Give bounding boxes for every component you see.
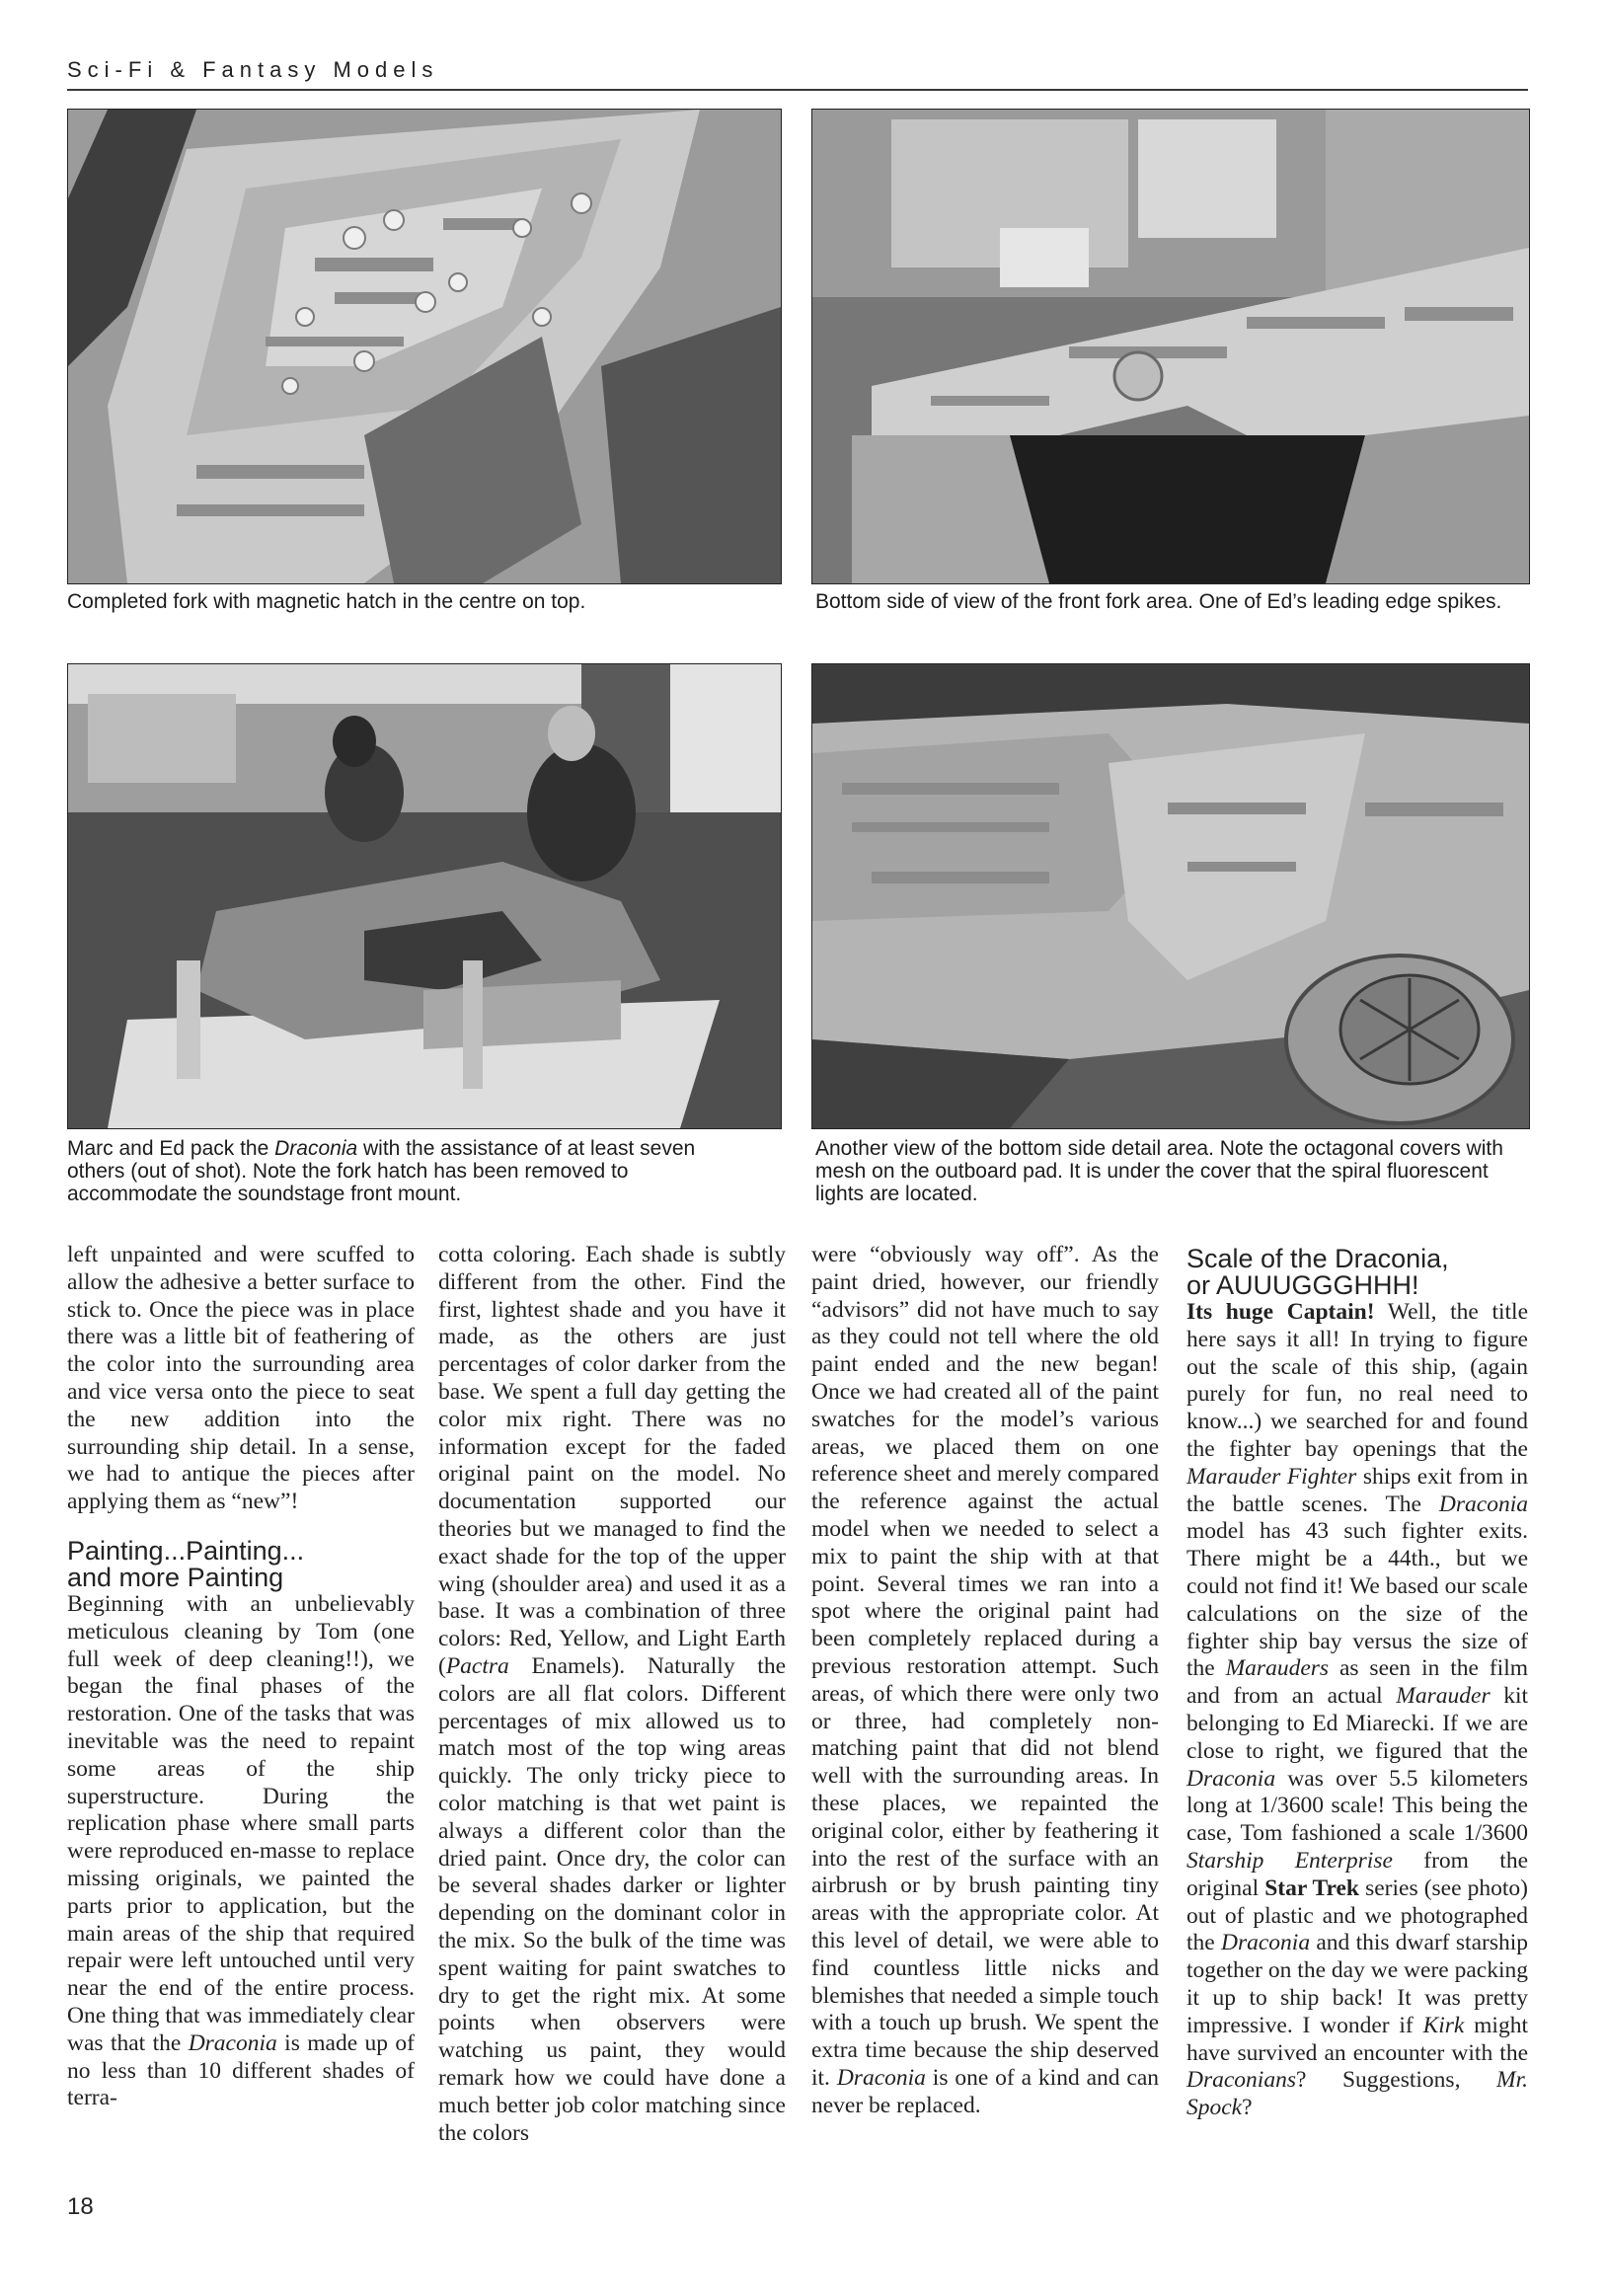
photo-bottom-detail-area bbox=[811, 663, 1530, 1129]
photo-completed-fork bbox=[67, 109, 782, 584]
caption-bottom-detail-area: Another view of the bottom side detail area. Note the octagonal covers with mesh on the outboard pad. It is under the cover that the spiral fluorescent lights are located. bbox=[815, 1137, 1503, 1205]
header-rule bbox=[67, 89, 1528, 91]
paragraph-advisors: were “obviously way off”. As the paint dried, however, our friendly “advisors” did not have much to say as they could not tell where the old paint ended and the new began! Once we had created all of the paint swatches for the model’s various areas, we placed them on one reference sheet and merely compared the reference against the actual model when we needed to select a mix to paint the ship with at that point. Several times we ran into a spot where the original paint had been completely replaced during a previous restoration attempt. Such areas, of which there were only two or three, had completely non-matching paint that did not blend well with the surrounding areas. In these places, we repainted the original color, either by feathering it into the rest of the surface with an airbrush or by brush painting tiny areas with the appropriate color. At this level of detail, we were able to find countless little nicks and blemishes that needed a simple touch with a touch up brush. We spent the extra time because the ship deserved it. Draconia is one of a kind and can never be replaced. bbox=[811, 1242, 1160, 2118]
caption-packing-draconia: Marc and Ed pack the Draconia with the assistance of at least seven others (out of shot). Note the fork hatch has been removed to accommodate the soundstage front mount. bbox=[67, 1137, 696, 1205]
photo-bottom-front-fork bbox=[811, 109, 1530, 584]
article-column-1 bbox=[67, 1242, 415, 2112]
article-column-2 bbox=[438, 1242, 786, 2147]
paragraph-scale: Its huge Captain! Well, the title here says it all! In trying to figure out the scale of this ship, (again purely for fun, no real need to know...) we searched for and found the fighter bay openings that the Marauder Fighter ships exit from in the battle scenes. The Draconia model has 43 such fighter exits. There might be a 44th., but we could not find it! We based our scale calculations on the size of the fighter ship bay versus the size of the Marauders as seen in the film and from an actual Marauder kit belonging to Ed Miarecki. If we are close to right, we figured that the Draconia was over 5.5 kilometers long at 1/3600 scale! This being the case, Tom fashioned a scale 1/3600 Starship Enterprise from the original Star Trek series (see photo) out of plastic and we photographed the Draconia and this dwarf starship together on the day we were packing it up to ship back! It was pretty impressive. I wonder if Kirk might have survived an encounter with the Draconians? Suggestions, Mr. Spock? bbox=[1186, 1299, 1529, 2121]
paragraph-painting: Beginning with an unbelievably meticulous cleaning by Tom (one full week of deep cleaning!!), we began the final phases of the restoration. One of the tasks that was inevitable was the need to repaint some areas of the ship superstructure. During the replication phase where small parts were reproduced en-masse to replace missing originals, we painted the parts prior to application, but the main areas of the ship that required repair were left untouched until very near the end of the entire process. One thing that was immediately clear was that the Draconia is made up of no less than 10 different shades of terra- bbox=[67, 1590, 415, 2111]
paragraph-color-mix: cotta coloring. Each shade is subtly different from the other. Find the first, lightest shade and you have it made, as the others are just percentages of color darker from the base. We spent a full day getting the color mix right. There was no information except for the faded original paint on the model. No documentation supported our theories but we managed to find the exact shade for the top of the upper wing (shoulder area) and used it as a base. It was a combination of three colors: Red, Yellow, and Light Earth (Pactra Enamels). Naturally the colors are all flat colors. Different percentages of mix allowed us to match most of the top wing areas quickly. The only tricky piece to color matching is that wet paint is always a different color than the dried paint. Once dry, the color can be several shades darker or lighter depending on the dominant color in the mix. So the bulk of the time was spent waiting for paint swatches to dry to get the right mix. At some points when observers were watching us paint, they would remark how we could have done a much better job color matching since the colors bbox=[438, 1242, 786, 2146]
paragraph-antique-pieces: left unpainted and were scuffed to allow the adhesive a better surface to stick to. Once the piece was in place there was a little bit of feathering of the color into the surrounding area and vice versa onto the piece to seat the new addition into the surrounding ship detail. In a sense, we had to antique the pieces after applying them as “new”! bbox=[67, 1242, 415, 1515]
caption-ship-name: Draconia bbox=[274, 1137, 358, 1160]
article-column-3 bbox=[811, 1242, 1159, 2120]
article-column-4 bbox=[1186, 1246, 1528, 2122]
running-header: Sci-Fi & Fantasy Models bbox=[67, 57, 439, 82]
photo-packing-draconia bbox=[67, 663, 782, 1129]
page-number: 18 bbox=[67, 2193, 94, 2220]
section-title-painting: Painting...Painting... and more Painting bbox=[67, 1535, 305, 1592]
section-title-scale: Scale of the Draconia, or AUUUGGGHHH! bbox=[1186, 1244, 1449, 1300]
caption-completed-fork: Completed fork with magnetic hatch in the centre on top. bbox=[67, 590, 586, 613]
caption-bottom-front-fork: Bottom side of view of the front fork area. One of Ed’s leading edge spikes. bbox=[815, 590, 1502, 613]
